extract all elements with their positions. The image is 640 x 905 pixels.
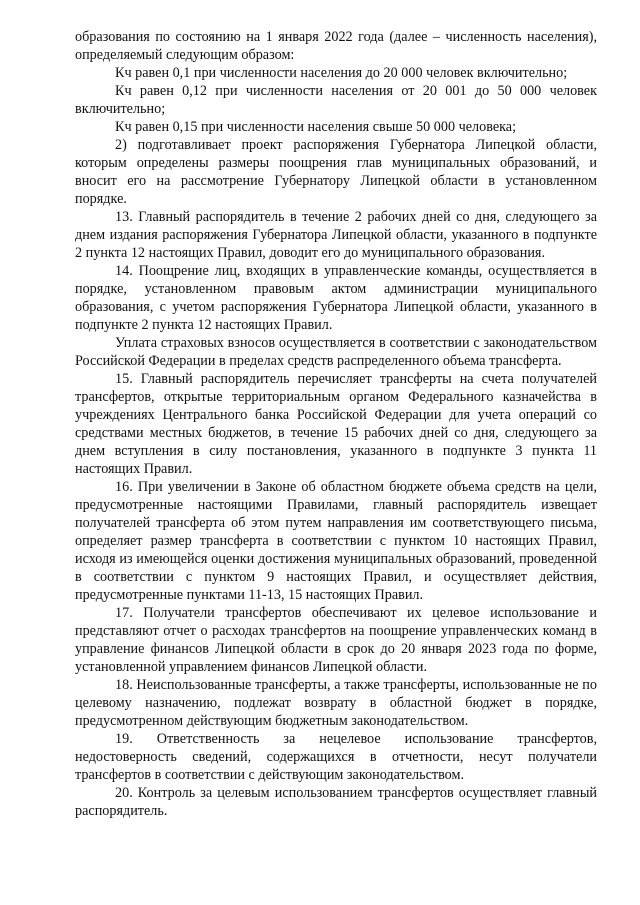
paragraph-coefficient-1: Кч равен 0,1 при численности населения до 20 000 человек включительно; [115, 65, 568, 81]
paragraph-item-14: 14. Поощрение лиц, входящих в управленческие команды, осуществляется в порядке, установленном правовым актом администрации муниципального образования, с учетом распоряжения Губернатора Липецкой области, указанного в подпункте 2 пункта 12 настоящих Правил. [75, 263, 597, 333]
paragraph-insurance: Уплата страховых взносов осуществляется в соответствии с законодательством Российской Федерации в пределах средств распределенного объема трансферта. [75, 335, 597, 369]
paragraph-coefficient-3: Кч равен 0,15 при численности населения свыше 50 000 человека; [115, 119, 517, 135]
paragraph-item-16: 16. При увеличении в Законе об областном бюджете объема средств на цели, предусмотренные настоящими Правилами, главный распорядитель извещает получателей трансферта об этом путем направления им соответствующего письма, определяет размер трансферта в соответствии с пунктом 10 настоящих Правил, исходя из имеющейся оценки достижения муниципальных образований, проведенной в соответствии с пунктом 9 настоящих Правил, и осуществляет действия, предусмотренные пунктами 11-13, 15 настоящих Правил. [75, 479, 597, 603]
paragraph-item-19: 19. Ответственность за нецелевое использование трансфертов, недостоверность сведений, содержащихся в отчетности, несут получатели трансфертов в соответствии с действующим законодательством. [75, 731, 597, 783]
document-page [75, 28, 597, 820]
paragraph-subpoint-2: 2) подготавливает проект распоряжения Губернатора Липецкой области, которым определены размеры поощрения глав муниципальных образований, и вносит его на рассмотрение Губернатору Липецкой области в установленном порядке. [75, 137, 597, 207]
paragraph-item-15: 15. Главный распорядитель перечисляет трансферты на счета получателей трансфертов, открытые территориальным органом Федерального казначейства в учреждениях Центрального банка Российской Федерации для учета операций со средствами местных бюджетов, в течение 15 рабочих дней со дня, следующего за днем вступления в силу постановления, указанного в подпункте 3 пункта 11 настоящих Правил. [75, 371, 597, 477]
paragraph-coefficient-2: Кч равен 0,12 при численности населения от 20 001 до 50 000 человек включительно; [75, 83, 597, 117]
paragraph-item-13: 13. Главный распорядитель в течение 2 рабочих дней со дня, следующего за днем издания распоряжения Губернатора Липецкой области, указанного в подпункте 2 пункта 12 настоящих Правил, доводит его до муниципального образования. [75, 209, 597, 261]
paragraph-item-20: 20. Контроль за целевым использованием трансфертов осуществляет главный распорядитель. [75, 785, 597, 819]
paragraph-item-17: 17. Получатели трансфертов обеспечивают их целевое использование и представляют отчет о расходах трансфертов на поощрение управленческих команд в управление финансов Липецкой области в срок до 20 января 2023 года по форме, установленной управлением финансов Липецкой области. [75, 605, 597, 675]
paragraph-continuation: образования по состоянию на 1 января 2022 года (далее – численность населения), определяемый следующим образом: [75, 29, 597, 63]
paragraph-item-18: 18. Неиспользованные трансферты, а также трансферты, использованные не по целевому назначению, подлежат возврату в областной бюджет в порядке, предусмотренном действующим бюджетным законодательством. [75, 677, 597, 729]
